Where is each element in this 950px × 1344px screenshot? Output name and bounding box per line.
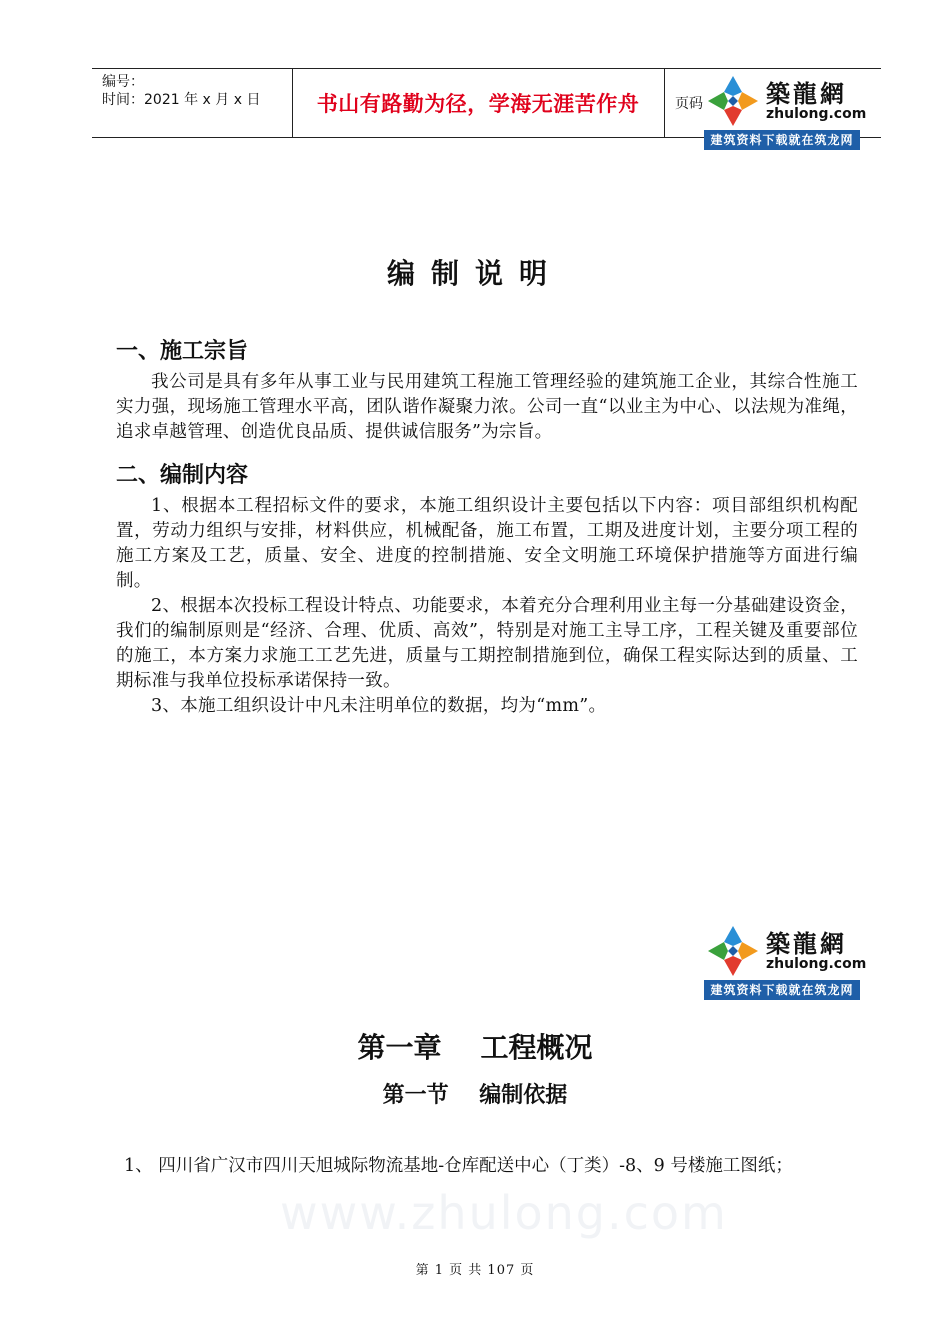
zhulong-logo: [704, 922, 867, 1002]
page-code-label: 页码: [675, 96, 703, 112]
logo-slogan: 建筑资料下载就在筑龙网: [704, 130, 860, 150]
chapter-title: 第一章 工程概况: [357, 1031, 593, 1064]
zhulong-logo-icon: [706, 74, 760, 128]
logo-slogan: 建筑资料下载就在筑龙网: [704, 980, 860, 1000]
content-item-2: 2、根据本次投标工程设计特点、功能要求，本着充分合理利用业主每一分基础建设资金，我们的编制原则是“经济、合理、优质、高效”，特别是对施工主导工序，工程关键及重要部位的施工，本方案力求施工工艺先进，质量与工期控制措施到位，确保工程实际达到的质量、工期标准与我单位投标承诺保持一致。: [116, 596, 858, 691]
zhulong-logo: [704, 72, 867, 152]
logo-site: zhulong.com: [766, 956, 867, 972]
watermark: www.zhulong.com: [280, 1186, 728, 1240]
page-footer: 第 1 页 共 107 页: [415, 1263, 535, 1278]
section-heading-content: 二、编制内容: [116, 463, 249, 488]
section-paragraph-purpose: 我公司是具有多年从事工业与民用建筑工程施工管理经验的建筑施工企业，其综合性施工实力强，现场施工管理水平高，团队谐作凝聚力浓。公司一直“以业主为中心、以法规为准绳，追求卓越管理、创造优良品质、提供诚信服务”为宗旨。: [116, 372, 858, 442]
basis-item: 1、 四川省广汉市四川天旭城际物流基地-仓库配送中心（丁类）-8、9 号楼施工图纸；: [124, 1156, 793, 1176]
logo-cn-name: 築龍網: [766, 79, 847, 108]
header-meta: [92, 69, 293, 137]
logo-site: zhulong.com: [766, 106, 867, 122]
content-item-3: 3、本施工组织设计中凡未注明单位的数据，均为“mm”。: [151, 696, 607, 716]
logo-cn-name: 築龍網: [766, 929, 847, 958]
section-title: 第一节 编制依据: [382, 1083, 568, 1108]
time-label: 时间：2021 年 x 月 x 日: [102, 92, 261, 108]
document-title: 编制说明: [386, 257, 563, 290]
zhulong-logo-icon: [706, 924, 760, 978]
section-heading-purpose: 一、施工宗旨: [116, 339, 249, 364]
content-item-1: 1、根据本工程招标文件的要求，本施工组织设计主要包括以下内容：项目部组织机构配置，劳动力组织与安排，材料供应，机械配备，施工布置，工期及进度计划，主要分项工程的施工方案及工艺，质量、安全、进度的控制措施、安全文明施工环境保护措施等方面进行编制。: [116, 496, 858, 591]
number-label: 编号：: [102, 74, 144, 90]
motto: 书山有路勤为径，学海无涯苦作舟: [292, 69, 665, 137]
